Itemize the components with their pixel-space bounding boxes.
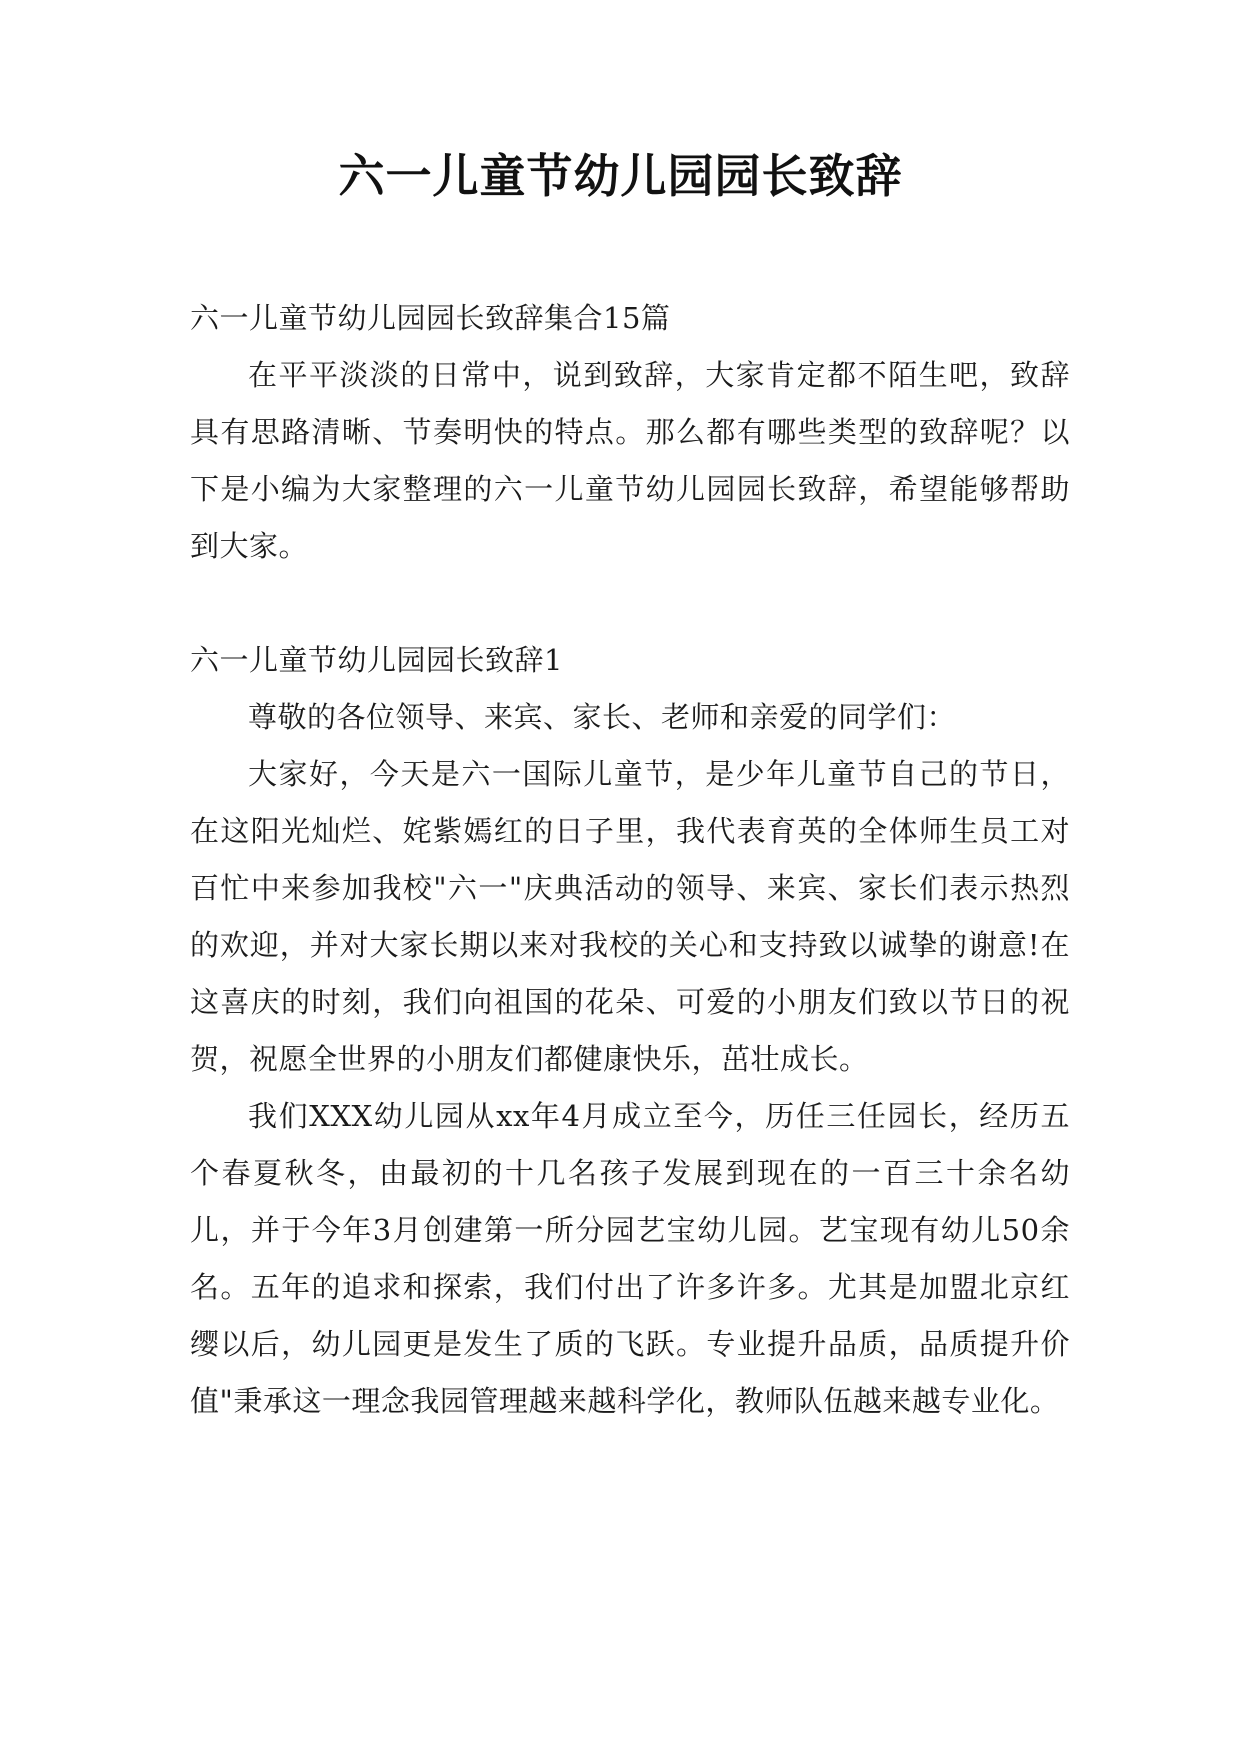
section-heading: 六一儿童节幼儿园园长致辞1 bbox=[190, 643, 563, 677]
document-body bbox=[190, 290, 1070, 1430]
document-title: 六一儿童节幼儿园园长致辞 bbox=[338, 149, 903, 203]
body-paragraph: 大家好，今天是六一国际儿童节，是少年儿童节自己的节日，在这阳光灿烂、姹紫嫣红的日子里，我代表育英的全体师生员工对百忙中来参加我校"六一"庆典活动的领导、来宾、家长们表示热烈的欢迎，并对大家长期以来对我校的关心和支持致以诚挚的谢意!在这喜庆的时刻，我们向祖国的花朵、可爱的小朋友们致以节日的祝贺，祝愿全世界的小朋友们都健康快乐，茁壮成长。 bbox=[190, 757, 1070, 1076]
greeting-line: 尊敬的各位领导、来宾、家长、老师和亲爱的同学们： bbox=[248, 700, 957, 734]
collection-heading: 六一儿童节幼儿园园长致辞集合15篇 bbox=[190, 301, 671, 335]
intro-paragraph: 在平平淡淡的日常中，说到致辞，大家肯定都不陌生吧，致辞具有思路清晰、节奏明快的特点。那么都有哪些类型的致辞呢？以下是小编为大家整理的六一儿童节幼儿园园长致辞，希望能够帮助到大家。 bbox=[190, 358, 1070, 563]
body-paragraph: 我们XXX幼儿园从xx年4月成立至今，历任三任园长，经历五个春夏秋冬，由最初的十几名孩子发展到现在的一百三十余名幼儿，并于今年3月创建第一所分园艺宝幼儿园。艺宝现有幼儿50余名。五年的追求和探索，我们付出了许多许多。尤其是加盟北京红缨以后，幼儿园更是发生了质的飞跃。专业提升品质，品质提升价值"秉承这一理念我园管理越来越科学化，教师队伍越来越专业化。 bbox=[190, 1099, 1070, 1418]
